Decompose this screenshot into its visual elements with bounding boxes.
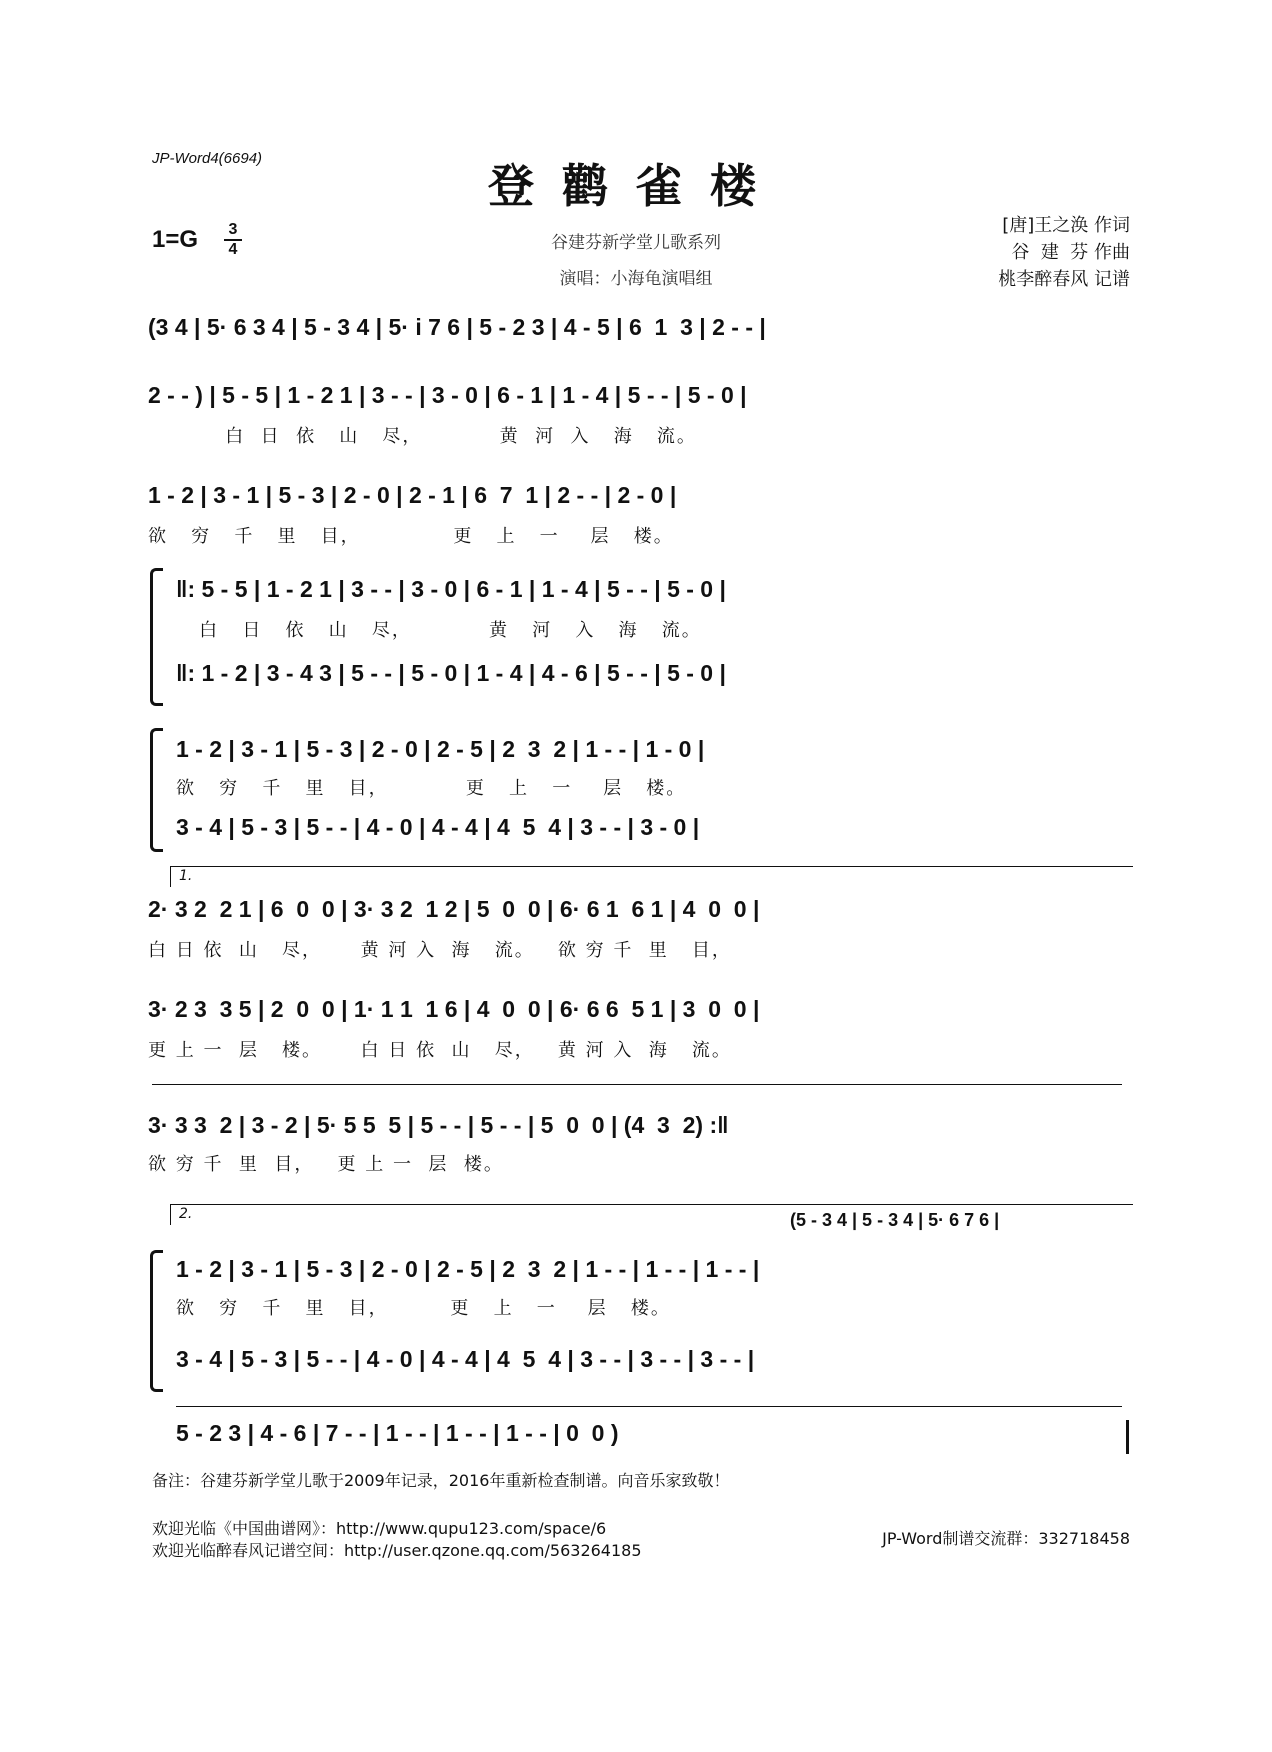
score-line-7: 3 - 4 | 5 - 3 | 5 - - | 4 - 0 | 4 - 4 | 4 5 4 | 3 - - | 3 - 0 | <box>176 814 700 840</box>
lyrics-line-9: 更 上 一 层 楼。 白 日 依 山 尽， 黄 河 入 海 流。 <box>148 1040 732 1061</box>
key-signature: 1=G <box>152 226 199 253</box>
first-ending-label: 1. <box>179 868 193 884</box>
score-line-11: 1 - 2 | 3 - 1 | 5 - 3 | 2 - 0 | 2 - 5 | 2 3 2 | 1 - - | 1 - - | 1 - - | <box>176 1256 760 1282</box>
series-name: 谷建芬新学堂儿歌系列 <box>551 233 721 253</box>
composer-credit: 谷 建 芬 作曲 <box>1011 242 1130 263</box>
software-label: JP-Word4(6694) <box>152 150 263 167</box>
transcriber-credit: 桃李醉春风 记谱 <box>998 269 1130 290</box>
lyrics-line-2: 白 日 依 山 尽， 黄 河 入 海 流。 <box>148 426 697 447</box>
time-signature-bottom: 4 <box>228 241 238 258</box>
system-brace <box>150 568 163 706</box>
lyricist-credit: [唐]王之涣 作词 <box>1002 215 1130 236</box>
score-line-4: ‖: 5 - 5 | 1 - 2 1 | 3 - - | 3 - 0 | 6 - 1 | 1 - 4 | 5 - - | 5 - 0 | <box>176 576 726 602</box>
website-link-1: 欢迎光临《中国曲谱网》：http://www.qupu123.com/space/6 <box>152 1519 607 1538</box>
lyrics-line-3: 欲 穷 千 里 目， 更 上 一 层 楼。 <box>148 526 674 547</box>
lyrics-line-6: 欲 穷 千 里 目， 更 上 一 层 楼。 <box>176 778 687 799</box>
score-line-1: (3 4 | 5· 6 3 4 | 5 - 3 4 | 5· i 7 6 | 5 - 2 3 | 4 - 5 | 6 1 3 | 2 - - | <box>148 314 766 340</box>
score-line-9: 3· 2 3 3 5 | 2 0 0 | 1· 1 1 1 6 | 4 0 0 | 6· 6 6 5 1 | 3 0 0 | <box>148 996 760 1022</box>
score-line-2: 2 - - ) | 5 - 5 | 1 - 2 1 | 3 - - | 3 - 0 | 6 - 1 | 1 - 4 | 5 - - | 5 - 0 | <box>148 382 747 408</box>
first-ending-bracket <box>170 866 1133 887</box>
score-line-13: 5 - 2 3 | 4 - 6 | 7 - - | 1 - - | 1 - - | 1 - - | 0 0 ) <box>176 1420 619 1446</box>
singer-credit: 演唱：小海龟演唱组 <box>559 269 713 289</box>
lyrics-line-10: 欲 穷 千 里 目， 更 上 一 层 楼。 <box>148 1154 504 1175</box>
score-line-3: 1 - 2 | 3 - 1 | 5 - 3 | 2 - 0 | 2 - 1 | 6 7 1 | 2 - - | 2 - 0 | <box>148 482 677 508</box>
system-brace <box>150 1250 163 1392</box>
credits-block <box>998 212 1130 293</box>
score-line-6: 1 - 2 | 3 - 1 | 5 - 3 | 2 - 0 | 2 - 5 | 2 3 2 | 1 - - | 1 - 0 | <box>176 736 705 762</box>
chat-group-info: JP-Word制谱交流群：332718458 <box>882 1529 1130 1548</box>
score-intro-line: (5 - 3 4 | 5 - 3 4 | 5· 6 7 6 | <box>790 1210 1000 1230</box>
time-signature-top: 3 <box>228 221 238 238</box>
lyrics-line-8: 白 日 依 山 尽， 黄 河 入 海 流。 欲 穷 千 里 目， <box>148 940 732 961</box>
song-title: 登鹳雀楼 <box>488 159 784 213</box>
remark-note: 备注：谷建芬新学堂儿歌于2009年记录，2016年重新检查制谱。向音乐家致敬！ <box>152 1471 730 1490</box>
score-line-12: 3 - 4 | 5 - 3 | 5 - - | 4 - 0 | 4 - 4 | 4 5 4 | 3 - - | 3 - - | 3 - - | <box>176 1346 755 1372</box>
lyrics-line-4: 白 日 依 山 尽， 黄 河 入 海 流。 <box>176 620 702 641</box>
score-line-10: 3· 3 3 2 | 3 - 2 | 5· 5 5 5 | 5 - - | 5 - - | 5 0 0 | (4 3 2) :‖ <box>148 1112 729 1138</box>
ending-line-top <box>152 1084 1122 1085</box>
score-line-8: 2· 3 2 2 1 | 6 0 0 | 3· 3 2 1 2 | 5 0 0 | 6· 6 1 6 1 | 4 0 0 | <box>148 896 760 922</box>
lyrics-line-11: 欲 穷 千 里 目， 更 上 一 层 楼。 <box>176 1298 671 1319</box>
score-line-5: ‖: 1 - 2 | 3 - 4 3 | 5 - - | 5 - 0 | 1 - 4 | 4 - 6 | 5 - - | 5 - 0 | <box>176 660 726 686</box>
second-ending-label: 2. <box>179 1206 193 1222</box>
final-barline <box>1126 1420 1129 1454</box>
system-brace <box>150 728 163 852</box>
coda-line-top <box>176 1406 1122 1407</box>
website-link-2: 欢迎光临醉春风记谱空间：http://user.qzone.qq.com/563264185 <box>152 1541 642 1560</box>
